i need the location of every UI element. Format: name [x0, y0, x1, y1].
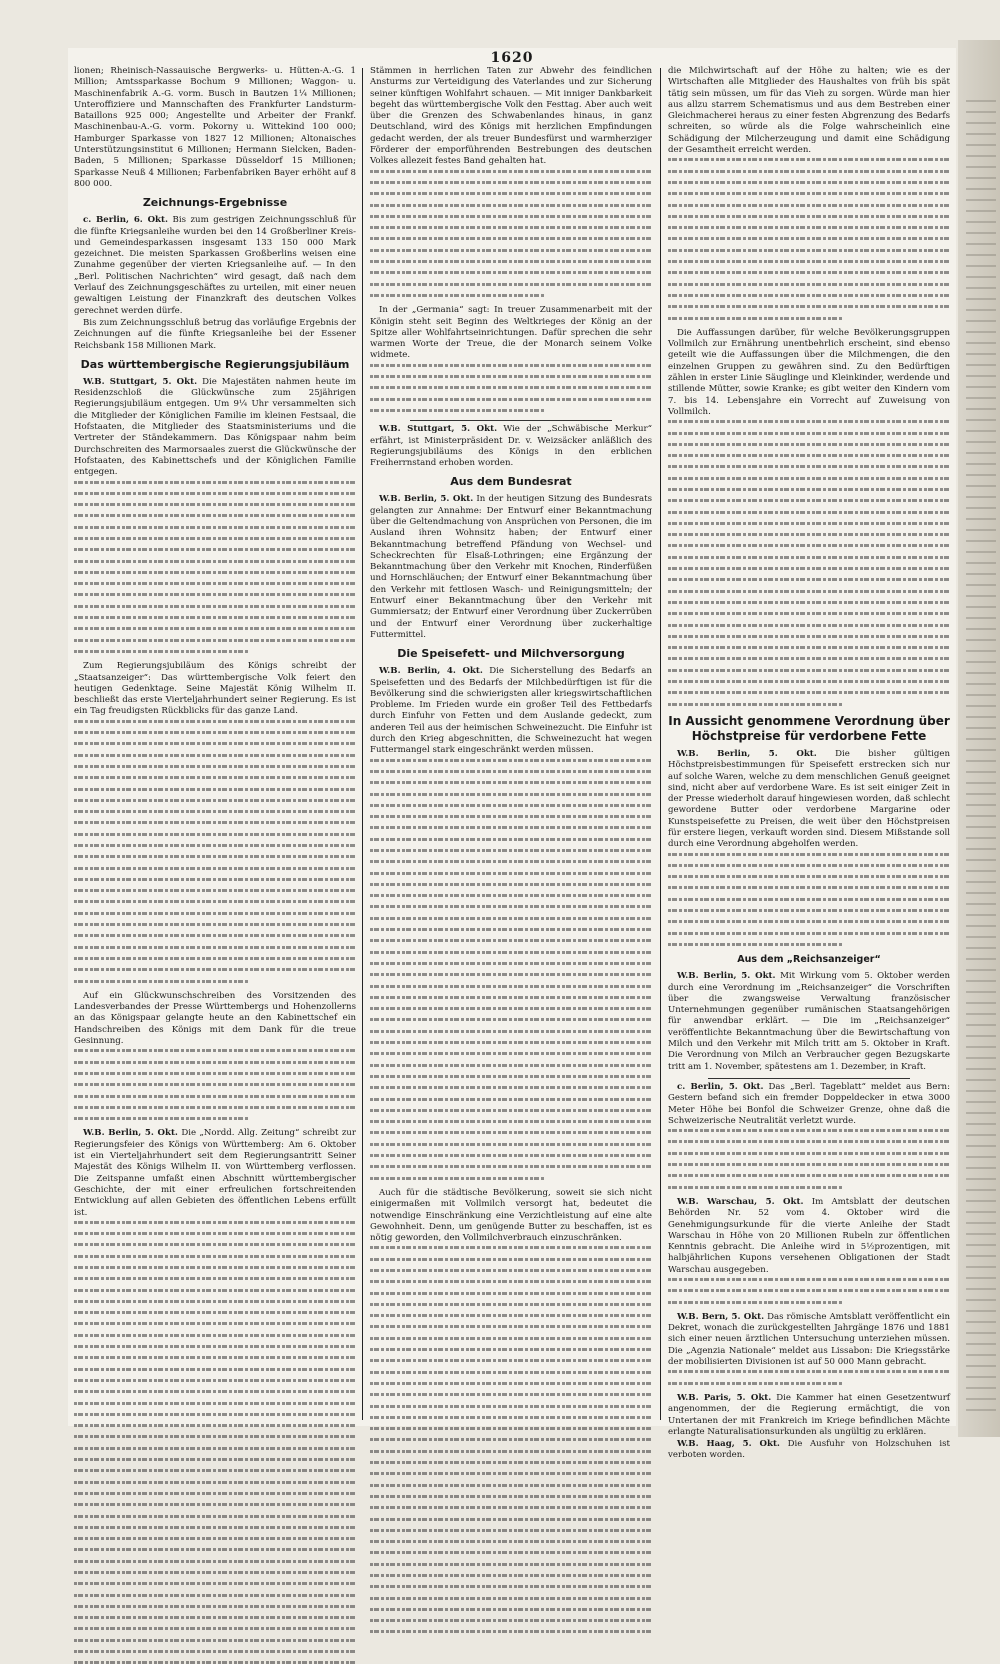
- article-text: Wie der „Schwäbische Merkur“ erfährt, ist Ministerpräsident Dr. v. Weizsäcker anläßlich des Regierungsjubiläums des Königs in den erblichen Freiherrnstand erhoben worden.: [370, 424, 652, 469]
- article-text: Die „Nordd. Allg. Zeitung“ schreibt zur Regierungsfeier des Königs von Württemberg: Am 6. Oktober ist ein Vierteljahrhundert seit dem Regierungsantritt Seiner Majestät des Königs Wilhelm II. von Württemberg verflossen. Die Zeitspanne umfaßt einen Abschnitt württembergischer Geschichte, der mit einer erfreulichen fortschreitenden Entwicklung auf allen Gebieten des öffentlichen Lebens erfüllt ist.: [74, 1128, 357, 1218]
- article-text: Im Amtsblatt der deutschen Behörden Nr. 52 vom 4. Oktober wird die Genehmigungsurkunde für die vierte Anleihe der Stadt Warschau in Höhe von 20 Millionen Rubeln zur öffentlichen Kenntnis gebracht. Die Anleihe wird in 5½prozentigen, mit halbjährlichen Kupons versehenen Obligationen der Stadt Warschau ausgegeben.: [668, 1196, 950, 1275]
- article-text: Das römische Amtsblatt veröffentlicht ein Dekret, wonach die zurückgestellten Jahrgänge 1876 und 1881 sich einer neuen ärztlichen Untersuchung unterziehen müssen. Die „Agenzia Nationale“ meldet aus Lissabon: Die Kriegsstärke der mobilisierten Divisionen ist auf 50 000 Mann gebracht.: [668, 1311, 950, 1368]
- dateline: c. Berlin, 6. Okt.: [83, 215, 168, 226]
- text-block: [370, 759, 652, 1180]
- text-block: [74, 1221, 356, 1664]
- newspaper-page: [68, 48, 956, 1461]
- article-text: In der heutigen Sitzung des Bundesrats gelangten zur Annahme: Der Entwurf einer Bekanntmachung über die Geltendmachung von Ansprüchen von Personen, die im Ausland ihren Wohnsitz haben; der Entwurf einer Bekanntmachung betreffend Pfändung von Wechsel- und Scheckrechten für Elsaß-Lothringen; eine Ergänzung der Bekanntmachung über den Verkehr mit Knochen, Rinderfüßen und Hornschläuchen; der Entwurf einer Bekanntmachung über den Verkehr mit fettlosen Wasch- und Reinigungsmitteln; der Entwurf einer Bekanntmachung über den Verkehr mit Gummiersatz; der Entwurf einer Verordnung über Zuckerrüben und der Entwurf einer Verordnung über zuckerhaltige Futtermittel.: [370, 494, 652, 640]
- article-continuation: die Milchwirtschaft auf der Höhe zu halten; wie es der Wirtschaften alle Mitglieder des Haushaltes von früh bis spät tätig sein müssen, um für das Vieh zu sorgen. Würde man hier aus allzu starrem Schematismus und aus dem Bestreben einer Gleichmacherei heraus zu einer festen Abgrenzung des Bedarfs schreiten, so würde als die Folge wahrscheinlich eine Schädigung der Milcherzeugung und damit eine Schädigung der Gesamtheit erreicht werden.: [668, 66, 950, 156]
- article-text: Die Majestäten nahmen heute im Residenzschloß die Glückwünsche zum 25jährigen Regierungsjubiläum entgegen. Um 9¼ Uhr versammelten sich die Mitglieder der Königlichen Familie im kleinen Festsaal, die Hofstaaten, die Mitglieder des Staatsministeriums und die Vertreter der Ständekammern. Das Königspaar nahm beim Durchschreiten des Marmorsaales zuerst die Glückwünsche der Hofstaaten, des Kabinettschefs und der Königlichen Familie entgegen.: [74, 376, 356, 478]
- text-block: [370, 170, 652, 297]
- text-block: [370, 1246, 652, 1633]
- article-continuation: lionen; Rheinisch-Nassauische Bergwerks- u. Hütten-A.-G. 1 Million; Amtssparkasse Bochum 9 Millionen; Waggon- u. Maschinenfabrik A.-G. vorm. Busch in Bautzen 1¼ Millionen; Unteroffiziere und Mannschaften des Frankfurter Landsturm-Bataillons 925 000; Angestellte und Arbeiter der Frankf. Maschinenbau-A.-G. vorm. Pokorny u. Wittekind 100 000; Hamburger Sparkasse von 1827 12 Millionen; Altonaisches Unterstützungsinstitut 6 Millionen; Hermann Sielcken, Baden-Baden, 5 Millionen; Sparkasse Düsseldorf 15 Millionen; Sparkasse Neuß 4 Millionen; Farbenfabriken Bayer erhöht auf 8 800 000.: [74, 66, 356, 189]
- article-text: Die Ausfuhr von Holzschuhen ist verboten worden.: [668, 1439, 951, 1461]
- text-block: [668, 158, 950, 319]
- column-1: [74, 66, 356, 1420]
- text-block: [668, 853, 950, 946]
- dateline: W.B. Berlin, 5. Okt.: [677, 748, 817, 759]
- headline-reichsanzeiger: Aus dem „Reichsanzeiger“: [737, 954, 881, 966]
- text-block: [74, 481, 356, 653]
- page-number: 1620: [490, 50, 534, 66]
- divider: [410, 420, 612, 421]
- dateline: W.B. Bern, 5. Okt.: [677, 1311, 765, 1322]
- article-continuation: Stämmen in herrlichen Taten zur Abwehr des feindlichen Ansturms zur Verteidigung des Vaterlandes und zur Sicherung seiner künftigen Wohlfahrt schauen. — Mit inniger Dankbarkeit begeht das württembergische Volk den Festtag. Aber auch weit über die Grenzen des Schwabenlandes hinaus, in ganz Deutschland, wird des Königs mit herzlichen Empfindungen gedacht werden, der als treuer Bundesfürst und warmherziger Förderer der emporführenden Bestrebungen des deutschen Volkes allezeit festes Band gehalten hat.: [370, 66, 652, 167]
- article-text: Auch für die städtische Bevölkerung, soweit sie sich nicht einigermaßen mit Vollmilch versorgt hat, bedeutet die notwendige Einschränkung eine Verzichtleistung auf eine alte Gewohnheit. Denn, um genügende Butter zu beschaffen, ist es nötig geworden, den Vollmilchverbrauch einzuschränken.: [370, 1187, 652, 1244]
- adjacent-page-edge: [958, 40, 1000, 1437]
- article-text: Bis zum gestrigen Zeichnungsschluß für die fünfte Kriegsanleihe wurden bei den 14 Großberliner Kreis- und Gemeindesparkassen insgesamt 133 150 000 Mark gezeichnet. Die meisten Sparkassen Großberlins weisen eine Zunahme gegenüber der vierten Kriegsanleihe auf. — In den „Berl. Politischen Nachrichten“ wird gesagt, daß nach dem Verlauf des Zeichnungsgeschäftes zu urteilen, mit einer neuen gewaltigen Leistung der Finanzkraft des deutschen Volkes gerechnet werden dürfe.: [74, 215, 356, 316]
- text-block: [668, 1129, 950, 1188]
- headline-verordnung-line2: Höchstpreise für verdorbene Fette: [691, 728, 927, 743]
- article-text: Mit Wirkung vom 5. Oktober werden durch eine Verordnung im „Reichsanzeiger“ die Vorschriften über die zwangsweise Verwaltung französischer Unternehmungen gegenüber rumänischen Staatsangehörigen für anwendbar erklärt. — Die im „Reichsanzeiger“ veröffentlichte Bekanntmachung über die Bewirtschaftung von Milch und den Verkehr mit Milch tritt am 5. Oktober in Kraft. Die Verordnung von Milch an Verbraucher gegen Bezugskarte tritt am 1. November, spätestens am 1. Dezember, in Kraft.: [668, 971, 950, 1072]
- headline-zeichnungs-ergebnisse: Zeichnungs-Ergebnisse: [142, 196, 288, 210]
- article-text: Bis zum Zeichnungsschluß betrug das vorläufige Ergebnis der Zeichnungen auf die fünfte Kriegsanleihe bei der Essener Reichsbank 158 Millionen Mark.: [74, 317, 356, 351]
- text-block: [668, 420, 950, 705]
- text-block: [668, 1370, 950, 1384]
- article-text: Zum Regierungsjubiläum des Königs schreibt der „Staatsanzeiger“: Das württembergische Volk feiert den heutigen Gedenktage. Seine Majestät König Wilhelm II. beschließt das erste Vierteljahrhundert seiner Regierung. Es ist ein Tag freudigsten Rückblicks für das ganze Land.: [74, 661, 356, 717]
- article-text: Das „Berl. Tageblatt“ meldet aus Bern: Gestern befand sich ein fremder Doppeldecker in etwa 3000 Meter Höhe bei Bonfol die Schweizer Grenze, ohne daß die Schweizerische Neutralität verletzt wurde.: [668, 1081, 950, 1126]
- article-text: Die Auffassungen darüber, für welche Bevölkerungsgruppen Vollmilch zur Ernährung unentbehrlich erscheint, sind ebenso geteilt wie die Auffassungen über die Milchmengen, die den einzelnen Gruppen zu gewähren sind. Zu den Bedürftigen zählen in erster Linie Säuglinge und Kleinkinder, werdende und stillende Mütter, sowie Kranke; es gibt weiter den Kindern vom 7. bis 14. Lebensjahre ein Vorrecht auf Zuweisung von Vollmilch.: [668, 327, 950, 417]
- article-text: Die Sicherstellung des Bedarfs an Speisefetten und des Bedarfs der Milchbedürftigen ist für die Bevölkerung sind die schwierigsten aller kriegswirtschaftlichen Probleme. Im Frieden wurde ein großer Teil des Fettbedarfs durch Einfuhr von Fetten und dem Auslande gedeckt, zum anderen Teil aus der heimischen Schweinezucht. Die Einfuhr ist durch den Krieg abgeschnitten, die Schweinezucht hat wegen Futtermangel stark eingeschränkt werden müssen.: [370, 666, 653, 756]
- article-text: Auf ein Glückwunschschreiben des Vorsitzenden des Landesverbandes der Presse Württembergs und Hohenzollerns an das Königspaar gelangte heute an den Kabinettschef ein Handschreiben des Königs mit dem Dank für die treue Gesinnung.: [74, 990, 356, 1047]
- headline-regierungsjubilaeum: Das württembergische Regierungsjubiläum: [80, 357, 350, 371]
- divider: [708, 1078, 910, 1079]
- column-rule: [362, 68, 363, 1420]
- text-block: [370, 364, 652, 412]
- dateline: W.B. Berlin, 5. Okt.: [677, 971, 776, 982]
- text-block: [74, 1049, 356, 1120]
- dateline: W.B. Berlin, 5. Okt.: [379, 494, 474, 505]
- article-text: Die bisher gültigen Höchstpreisbestimmungen für Speisefett erstrecken sich nur auf solche Waren, welche zu dem menschlichen Genuß geeignet sind, nicht aber auf verdorbene Ware. Es ist seit einiger Zeit in der Presse wiederholt darauf hingewiesen worden, daß schlecht gewordene Butter oder verdorbene Margarine oder Kunstspeisefette zu Preisen, die weit über den Höchstpreisen für erstere liegen, verkauft worden sind. Diesem Mißstande soll durch eine Verordnung abgeholfen werden.: [668, 748, 951, 850]
- dateline: W.B. Berlin, 5. Okt.: [83, 1128, 178, 1139]
- text-block: [668, 1278, 950, 1304]
- column-rule: [660, 68, 661, 1420]
- article-text: In der „Germania“ sagt: In treuer Zusammenarbeit mit der Königin steht seit Beginn des Weltkrieges der König an der Spitze aller Wohlfahrtseinrichtungen. Dafür sprechen die sehr warmen Worte der Treue, die der Monarch seinem Volke widmete.: [370, 305, 652, 361]
- dateline: W.B. Paris, 5. Okt.: [677, 1392, 772, 1403]
- dateline: W.B. Berlin, 4. Okt.: [379, 666, 483, 677]
- dateline: W.B. Haag, 5. Okt.: [677, 1439, 780, 1450]
- column-2: [370, 66, 652, 1420]
- text-block: [74, 720, 356, 983]
- dateline: W.B. Stuttgart, 5. Okt.: [83, 376, 198, 387]
- headline-bundesrat: Aus dem Bundesrat: [450, 475, 572, 489]
- dateline: c. Berlin, 5. Okt.: [677, 1081, 764, 1092]
- article-text: Die Kammer hat einen Gesetzentwurf angenommen, der die Regierung ermächtigt, die von Untertanen der mit Frankreich im Kriege befindlichen Mächte erlangte Naturalisationsurkunden als ungültig zu erklären.: [668, 1392, 950, 1437]
- dateline: W.B. Warschau, 5. Okt.: [677, 1196, 804, 1207]
- column-3: [668, 66, 951, 1461]
- headline-speisefett: Die Speisefett- und Milchversorgung: [397, 647, 625, 661]
- headline-verordnung-line1: In Aussicht genommene Verordnung über: [668, 713, 950, 728]
- dateline: W.B. Stuttgart, 5. Okt.: [379, 424, 498, 435]
